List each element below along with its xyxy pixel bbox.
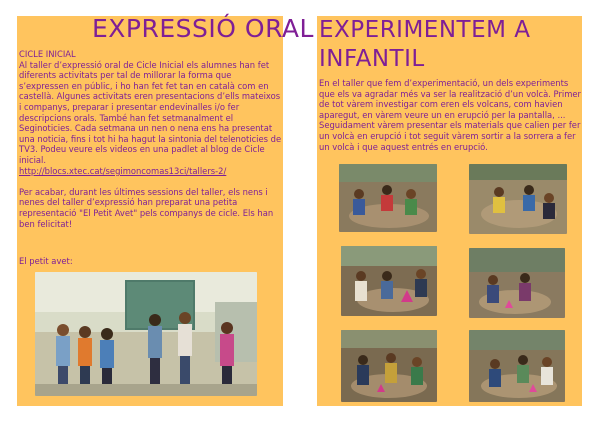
expressio-paragraph-2: Per acabar, durant les últimes sessions del taller, els nens i nenes del taller d’expressió han preparat una petita representació "El Petit Avet" pels companys de cicle. Els han ben felicitat! — [19, 186, 274, 229]
left-body-text — [19, 49, 283, 229]
volcano-photo-5 — [341, 330, 437, 402]
classroom-performance-photo — [35, 272, 257, 396]
experimentem-paragraph: En el taller que fem d’experimentació, un dels experiments que els va agradar més va ser la realització d’un volcà. Primer de tot vàrem investigar com eren els volcans, com havien aparegut, en vàrem veure un en erupció per la pantalla, ... Seguidament vàrem presentar els materials que calien per fer un volcà en erupció i tot seguit vàrem sortir a la sorrera a fer un volcà i que aquest entrés en erupció. — [319, 78, 581, 152]
volcano-photo-2 — [469, 164, 567, 234]
volcano-photo-4 — [469, 248, 565, 318]
expressio-oral-title: EXPRESSIÓ ORAL — [92, 14, 314, 43]
petit-avet-caption: El petit avet: — [19, 256, 73, 266]
volcano-photo-3 — [341, 246, 437, 316]
volcano-photo-1 — [339, 164, 437, 232]
experimentem-title: EXPERIMENTEM A INFANTIL — [319, 17, 531, 72]
left-page-panel — [17, 14, 314, 406]
expressio-paragraph-1: Al taller d’expressió oral de Cicle Inicial els alumnes han fet diferents activitats per tal de millorar la forma que s’expressen en públic, i ho han fet fet tan en català com en castellà. Algunes activitats eren presentacions d’ells mateixos i companys, preparar i presentar endevinalles i/o fer descripcions orals. També han fet setmanalment el Seginoticies. Cada setmana un nen o nena ens ha presentat una noticia, fins i tot hi ha hagut la sintonia del telenoticies de TV3. Podeu veure els videos en una padlet al blog de Cicle inicial. — [19, 59, 282, 165]
volcano-photo-6 — [469, 330, 565, 402]
right-page-panel — [317, 16, 582, 406]
blog-link[interactable]: http://blocs.xtec.cat/segimoncomas13ci/tallers-2/ — [19, 165, 227, 176]
cicle-inicial-heading: CICLE INICIAL — [19, 49, 76, 59]
